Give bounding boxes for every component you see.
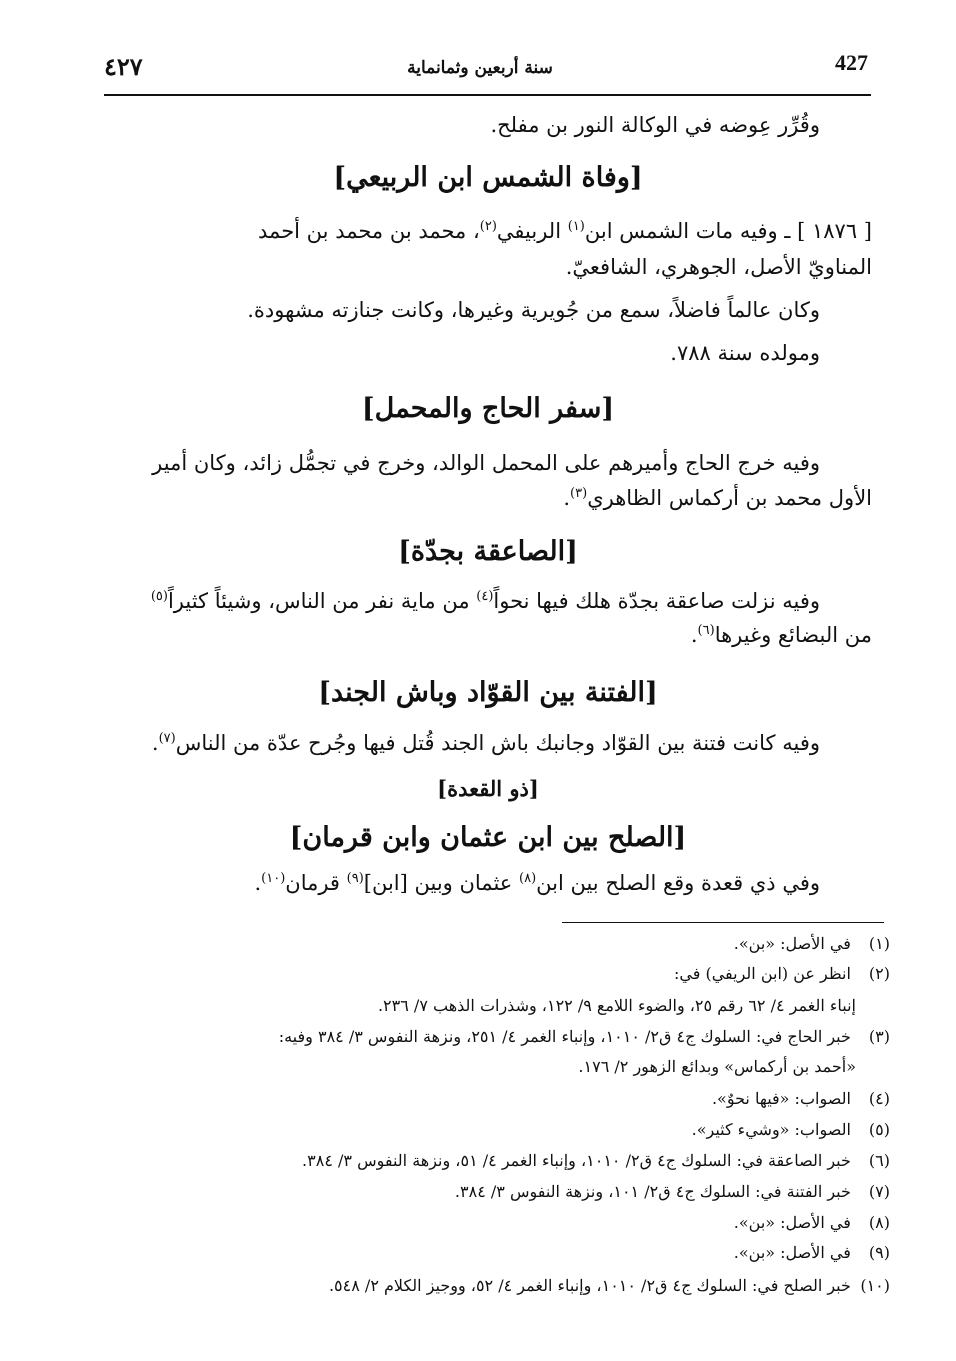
running-title: سنة أربعين وثمانماية — [407, 58, 553, 78]
text-run: . — [151, 731, 159, 755]
text-run: ، محمد بن محمد بن أحمد — [258, 219, 480, 243]
footnote-6 — [104, 1151, 890, 1172]
lightning-line-2 — [104, 622, 872, 649]
footnote-text: انظر عن (ابن الريفي) في: — [674, 964, 851, 983]
text-run: . — [254, 871, 262, 895]
footnote-8 — [104, 1213, 890, 1234]
text-run: من ماية نفر من الناس، وشيئاً كثيراً — [167, 589, 477, 613]
footnote-9 — [104, 1243, 890, 1264]
footnote-text: الصواب: «وشيء كثير». — [691, 1120, 851, 1139]
strife-line-1 — [104, 730, 820, 757]
header-rule — [104, 94, 871, 96]
footnote-ref-5[interactable]: (٥) — [150, 589, 168, 604]
lightning-line-1 — [104, 588, 820, 615]
text-run: عثمان وبين [ابن] — [363, 871, 519, 895]
peace-line-1 — [104, 870, 820, 897]
text-run: وفيه كانت فتنة بين القوّاد وجانبك باش الجند قُتل فيها وجُرح عدّة من الناس — [175, 731, 820, 755]
footnote-text: في الأصل: «بن». — [733, 1243, 851, 1262]
intro-line: وقُرِّر عِوضه في الوكالة النور بن مفلح. — [490, 113, 820, 137]
section-heading-hajj-caravan: [سفر الحاج والمحمل] — [361, 393, 615, 424]
entry-1876-line-4: ومولده سنة ٧٨٨. — [670, 341, 820, 365]
text-run: قرمان — [285, 871, 347, 895]
footnote-ref-4[interactable]: (٤) — [476, 589, 494, 604]
footnote-text: خبر الحاج في: السلوك ج٤ ق٢/ ١٠١٠، وإنباء الغمر ٤/ ٢٥١، ونزهة النفوس ٣/ ٣٨٤ وفيه: — [278, 1027, 851, 1046]
text-run: من البضائع وغيرها — [714, 623, 872, 647]
text-run: الأول محمد بن أركماس الظاهري — [587, 486, 872, 510]
text-run: . — [690, 623, 698, 647]
text-run: الربيفي — [496, 219, 568, 243]
footnote-ref-2[interactable]: (٢) — [479, 219, 497, 234]
footnote-2 — [104, 964, 890, 985]
footnote-3-continued: «أحمد بن أركماس» وبدائع الزهور ٢/ ١٧٦. — [578, 1057, 856, 1076]
footnote-number: (٦) — [868, 1151, 890, 1170]
footnote-text: في الأصل: «بن». — [733, 1213, 851, 1232]
footnote-ref-8[interactable]: (٨) — [519, 871, 537, 886]
footnote-2-continued: إنباء الغمر ٤/ ٦٢ رقم ٢٥، والضوء اللامع ٩/ ١٢٢، وشذرات الذهب ٧/ ٢٣٦. — [377, 996, 856, 1015]
text-run: [ ١٨٧٦ ] ـ وفيه مات الشمس ابن — [584, 219, 872, 243]
footnote-number: (٣) — [868, 1027, 890, 1046]
footnote-ref-1[interactable]: (١) — [567, 219, 585, 234]
section-heading-peace: [الصلح بين ابن عثمان وابن قرمان] — [289, 822, 687, 853]
section-heading-death-ibn-rubaie: [وفاة الشمس ابن الربيعي] — [333, 162, 643, 193]
footnote-ref-10[interactable]: (١٠) — [261, 871, 286, 886]
footnote-text: الصواب: «فيها نحوٌ». — [711, 1089, 851, 1108]
page-number-arabic: ٤٢٧ — [104, 52, 143, 81]
text-run: . — [563, 486, 571, 510]
footnote-number: (٧) — [868, 1182, 890, 1201]
footnote-text: خبر الصاعقة في: السلوك ج٤ ق٢/ ١٠١٠، وإنباء الغمر ٤/ ٥١، ونزهة النفوس ٣/ ٣٨٤. — [302, 1151, 851, 1170]
month-heading: [ذو القعدة] — [437, 776, 539, 801]
text-run: وفي ذي قعدة وقع الصلح بين ابن — [536, 871, 820, 895]
footnote-ref-6[interactable]: (٦) — [697, 623, 715, 638]
section-heading-strife: [الفتنة بين القوّاد وباش الجند] — [318, 677, 658, 708]
footnote-1 — [104, 934, 890, 955]
footnote-number: (١٠) — [860, 1276, 890, 1295]
footnote-7 — [104, 1182, 890, 1203]
footnote-number: (٤) — [868, 1089, 890, 1108]
entry-1876-line-1 — [104, 218, 872, 245]
hajj-line-1: وفيه خرج الحاج وأميرهم على المحمل الوالد، وخرج في تجمُّل زائد، وكان أمير — [152, 451, 820, 475]
footnote-number: (٢) — [868, 964, 890, 983]
footnote-ref-7[interactable]: (٧) — [158, 731, 176, 746]
hajj-line-2 — [104, 485, 872, 512]
footnote-text: خبر الفتنة في: السلوك ج٤ ق٢/ ١٠١، ونزهة النفوس ٣/ ٣٨٤. — [454, 1182, 851, 1201]
page-number-latin: 427 — [835, 50, 868, 75]
footnote-number: (٩) — [868, 1243, 890, 1262]
footnote-number: (٨) — [868, 1213, 890, 1232]
footnote-10 — [104, 1276, 890, 1297]
footnote-rule — [562, 922, 884, 923]
footnote-text: خبر الصلح في: السلوك ج٤ ق٢/ ١٠١٠، وإنباء الغمر ٤/ ٥٢، ووجيز الكلام ٢/ ٥٤٨. — [328, 1276, 851, 1295]
entry-1876-line-2: المناويّ الأصل، الجوهري، الشافعيّ. — [565, 255, 872, 279]
footnote-3 — [104, 1027, 890, 1048]
footnote-ref-3[interactable]: (٣) — [570, 486, 588, 501]
text-run: وفيه نزلت صاعقة بجدّة هلك فيها نحواً — [493, 589, 820, 613]
section-heading-lightning-jeddah: [الصاعقة بجدّة] — [398, 536, 578, 567]
footnote-4 — [104, 1089, 890, 1110]
footnote-text: في الأصل: «بن». — [733, 934, 851, 953]
footnote-number: (١) — [868, 934, 890, 953]
entry-1876-line-3: وكان عالماً فاضلاً، سمع من جُويرية وغيرها، وكانت جنازته مشهودة. — [247, 298, 820, 322]
footnote-5 — [104, 1120, 890, 1141]
footnote-number: (٥) — [868, 1120, 890, 1139]
footnote-ref-9[interactable]: (٩) — [346, 871, 364, 886]
